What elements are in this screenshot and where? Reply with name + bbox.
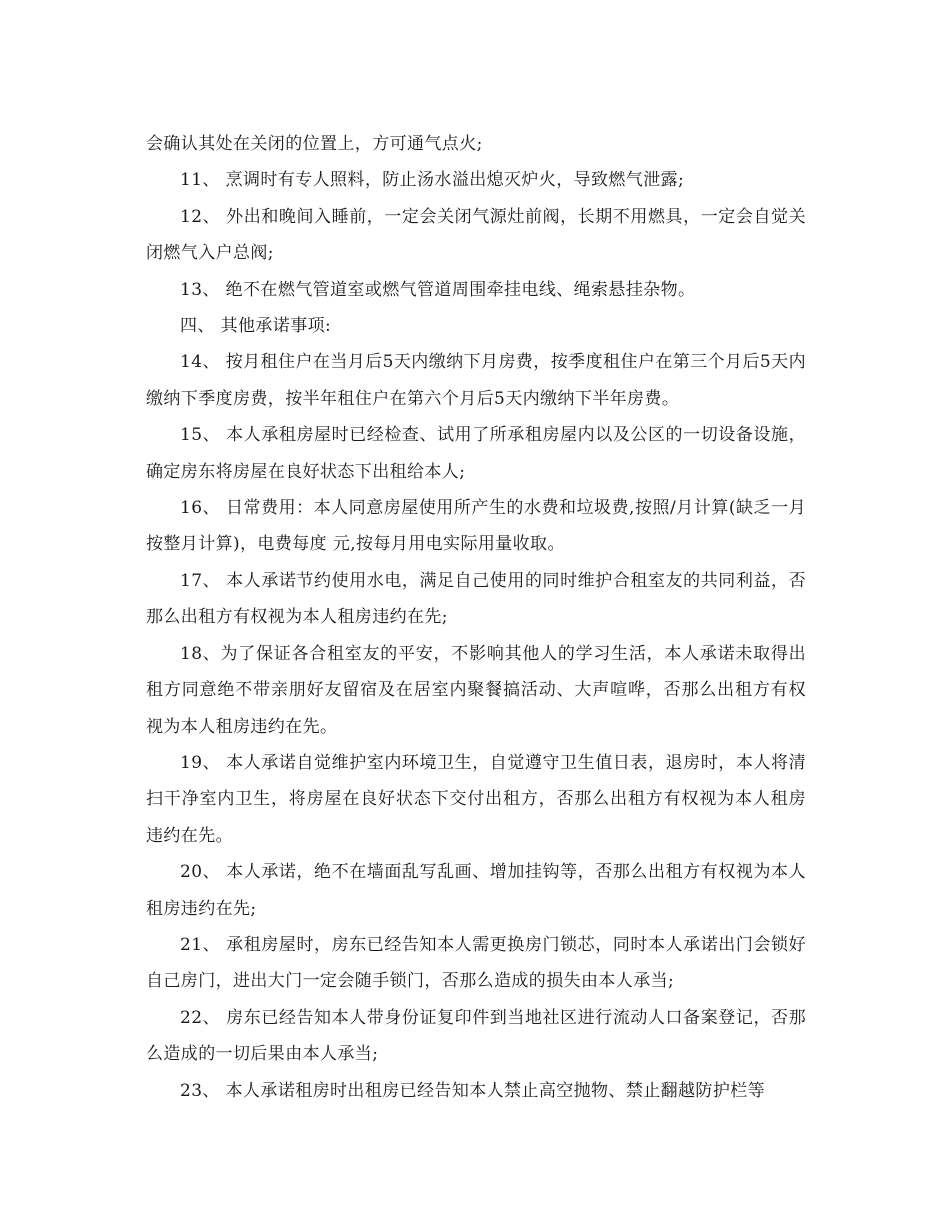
- paragraph-item-18: 18、为了保证各合租室友的平安，不影响其他人的学习生活，本人承诺未取得出租方同意绝不带亲朋好友留宿及在居室内聚餐搞活动、大声喧哗，否那么出租方有权视为本人租房违约在先。: [146, 643, 806, 737]
- paragraph-item-20: 20、 本人承诺，绝不在墙面乱写乱画、增加挂钩等，否那么出租方有权视为本人租房违约在先;: [146, 862, 806, 919]
- paragraph-item-13: 13、 绝不在燃气管道室或燃气管道周围牵挂电线、绳索悬挂杂物。: [180, 279, 696, 300]
- paragraph-item-15: 15、 本人承租房屋时已经检查、试用了所承租房屋内以及公区的一切设备设施，确定房东将房屋在良好状态下出租给本人;: [146, 425, 806, 482]
- paragraph-item-17: 17、 本人承诺节约使用水电，满足自己使用的同时维护合租室友的共同利益，否那么出租方有权视为本人租房违约在先;: [146, 570, 806, 628]
- paragraph-item-11: 11、 烹调时有专人照料，防止汤水溢出熄灭炉火，导致燃气泄露;: [180, 170, 685, 191]
- paragraph-item-19: 19、 本人承诺自觉维护室内环境卫生，自觉遵守卫生值日表，退房时，本人将清扫干净室内卫生，将房屋在良好状态下交付出租方，否那么出租方有权视为本人租房违约在先。: [146, 752, 806, 846]
- paragraph-item-12: 12、 外出和晚间入睡前，一定会关闭气源灶前阀，长期不用燃具，一定会自觉关闭燃气入户总阀;: [146, 206, 806, 264]
- paragraph-item-23: 23、 本人承诺租房时出租房已经告知本人禁止高空抛物、禁止翻越防护栏等: [180, 1080, 766, 1101]
- paragraph-item-14: 14、 按月租住户在当月后5天内缴纳下月房费，按季度租住户在第三个月后5天内缴纳下季度房费，按半年租住户在第六个月后5天内缴纳下半年房费。: [146, 352, 806, 409]
- paragraph-item-16: 16、 日常费用：本人同意房屋使用所产生的水费和垃圾费,按照/月计算(缺乏一月按整月计算)，电费每度 元,按每月用电实际用量收取。: [146, 498, 806, 555]
- paragraph: 会确认其处在关闭的位置上，方可通气点火;: [146, 134, 483, 154]
- section-heading: 四、 其他承诺事项:: [180, 316, 332, 337]
- document-body: [146, 126, 806, 1109]
- paragraph-item-22: 22、 房东已经告知本人带身份证复印件到当地社区进行流动人口备案登记，否那么造成的一切后果由本人承当;: [146, 1007, 806, 1065]
- paragraph-item-21: 21、 承租房屋时，房东已经告知本人需更换房门锁芯，同时本人承诺出门会锁好自己房门，进出大门一定会随手锁门，否那么造成的损失由本人承当;: [146, 934, 806, 992]
